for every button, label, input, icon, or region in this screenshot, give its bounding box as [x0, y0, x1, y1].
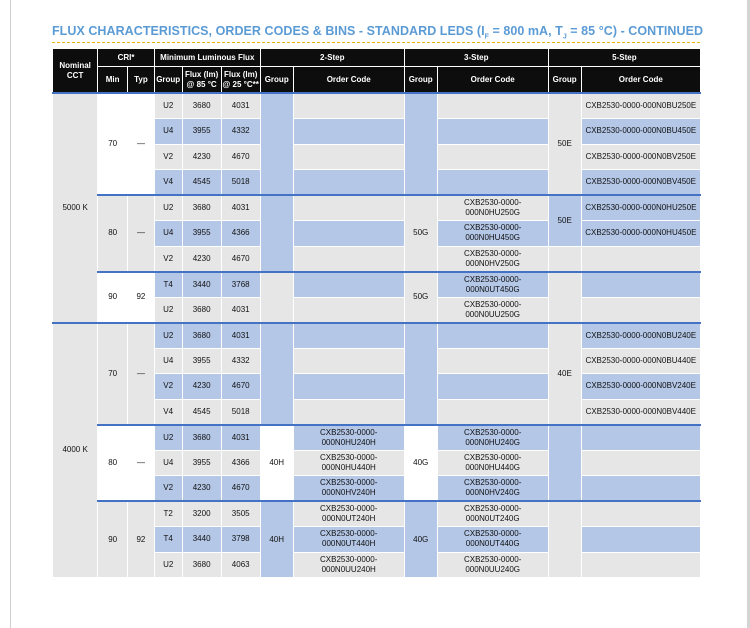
flux25-cell: 4670	[221, 476, 260, 502]
step2-code-cell	[293, 195, 404, 221]
flux85-cell: 3440	[182, 527, 221, 553]
flux25-cell: 3768	[221, 272, 260, 298]
step3-group-cell	[404, 323, 437, 425]
step2-code-cell: CXB2530-0000-000N0HV240H	[293, 476, 404, 502]
step3-code-cell	[437, 119, 548, 145]
step3-code-cell: CXB2530-0000-000N0HV250G	[437, 246, 548, 272]
group-cell: U4	[154, 348, 182, 374]
step2-group-cell	[260, 323, 293, 425]
step3-group-cell: 40G	[404, 501, 437, 578]
step5-code-cell: CXB2530-0000-000N0BV450E	[581, 170, 700, 196]
flux85-cell: 3680	[182, 552, 221, 578]
step5-group-cell	[548, 425, 581, 502]
header-3step-group: Group	[404, 67, 437, 94]
header-typ: Typ	[128, 67, 155, 94]
cri-min-cell: 90	[98, 501, 128, 578]
step3-code-cell	[437, 170, 548, 196]
cri-typ-cell: —	[128, 195, 155, 272]
step2-code-cell	[293, 221, 404, 247]
step3-code-cell	[437, 348, 548, 374]
header-5step-group: Group	[548, 67, 581, 94]
step5-code-cell: CXB2530-0000-000N0BV440E	[581, 399, 700, 425]
cct-cell: 4000 K	[53, 323, 98, 578]
flux25-cell: 4063	[221, 552, 260, 578]
step3-code-cell: CXB2530-0000-000N0UU240G	[437, 552, 548, 578]
cri-typ-cell: 92	[128, 272, 155, 323]
step3-group-cell: 50G	[404, 195, 437, 272]
group-cell: V4	[154, 170, 182, 196]
flux85-cell: 3955	[182, 450, 221, 476]
flux25-cell: 4031	[221, 93, 260, 119]
step3-group-cell: 40G	[404, 425, 437, 502]
cri-min-cell: 70	[98, 323, 128, 425]
step5-code-cell	[581, 450, 700, 476]
step5-code-cell	[581, 476, 700, 502]
step5-group-cell	[548, 246, 581, 272]
flux85-cell: 3680	[182, 93, 221, 119]
step5-code-cell: CXB2530-0000-000N0BU250E	[581, 93, 700, 119]
cri-typ-cell: —	[128, 93, 155, 195]
header-2step-group: Group	[260, 67, 293, 94]
header-flux-85: Flux (lm) @ 85 °C	[182, 67, 221, 94]
flux85-cell: 3955	[182, 221, 221, 247]
step5-code-cell	[581, 246, 700, 272]
header-2-step: 2-Step	[260, 49, 404, 67]
group-cell: V2	[154, 374, 182, 400]
step3-code-cell: CXB2530-0000-000N0UU250G	[437, 297, 548, 323]
flux85-cell: 3680	[182, 425, 221, 451]
step2-code-cell	[293, 323, 404, 349]
header-5-step: 5-Step	[548, 49, 700, 67]
step5-code-cell	[581, 297, 700, 323]
step2-code-cell	[293, 93, 404, 119]
group-cell: U4	[154, 119, 182, 145]
group-cell: V4	[154, 399, 182, 425]
table-row	[53, 272, 701, 298]
step5-code-cell: CXB2530-0000-000N0BU450E	[581, 119, 700, 145]
table-row	[53, 425, 701, 451]
group-cell: U2	[154, 93, 182, 119]
step2-code-cell	[293, 348, 404, 374]
step3-group-cell: 50G	[404, 272, 437, 323]
group-cell: U2	[154, 297, 182, 323]
step2-code-cell: CXB2530-0000-000N0UU240H	[293, 552, 404, 578]
cct-cell: 5000 K	[53, 93, 98, 323]
group-cell: U2	[154, 323, 182, 349]
header-min: Min	[98, 67, 128, 94]
step3-code-cell	[437, 374, 548, 400]
table-row	[53, 323, 701, 349]
step3-code-cell	[437, 93, 548, 119]
flux85-cell: 4230	[182, 246, 221, 272]
flux85-cell: 4230	[182, 144, 221, 170]
flux25-cell: 4332	[221, 119, 260, 145]
flux85-cell: 3200	[182, 501, 221, 527]
step3-code-cell: CXB2530-0000-000N0UT450G	[437, 272, 548, 298]
group-cell: V2	[154, 246, 182, 272]
flux25-cell: 4332	[221, 348, 260, 374]
step2-group-cell	[260, 272, 293, 323]
flux25-cell: 3505	[221, 501, 260, 527]
step5-code-cell: CXB2530-0000-000N0BV250E	[581, 144, 700, 170]
group-cell: T4	[154, 527, 182, 553]
step2-code-cell	[293, 374, 404, 400]
step5-group-cell: 50E	[548, 93, 581, 195]
header-group: Group	[154, 67, 182, 94]
table-row	[53, 501, 701, 527]
flux85-cell: 3680	[182, 195, 221, 221]
step5-code-cell: CXB2530-0000-000N0BU240E	[581, 323, 700, 349]
cri-typ-cell: 92	[128, 501, 155, 578]
flux25-cell: 5018	[221, 170, 260, 196]
step2-group-cell: 40H	[260, 501, 293, 578]
step5-code-cell	[581, 425, 700, 451]
header-nominal-cct: Nominal CCT	[53, 49, 98, 94]
step3-code-cell: CXB2530-0000-000N0HU450G	[437, 221, 548, 247]
cri-min-cell: 80	[98, 425, 128, 502]
step2-code-cell	[293, 297, 404, 323]
step3-code-cell	[437, 323, 548, 349]
step2-code-cell	[293, 246, 404, 272]
flux85-cell: 4545	[182, 170, 221, 196]
flux25-cell: 4366	[221, 221, 260, 247]
cri-typ-cell: —	[128, 425, 155, 502]
flux85-cell: 3680	[182, 297, 221, 323]
step2-code-cell	[293, 144, 404, 170]
step5-group-cell	[548, 272, 581, 323]
step5-code-cell: CXB2530-0000-000N0HU250E	[581, 195, 700, 221]
step5-group-cell	[548, 501, 581, 578]
header-cri: CRI*	[98, 49, 155, 67]
group-cell: U4	[154, 221, 182, 247]
flux25-cell: 4031	[221, 425, 260, 451]
header-min-luminous-flux: Minimum Luminous Flux	[154, 49, 260, 67]
flux25-cell: 4670	[221, 374, 260, 400]
cri-min-cell: 90	[98, 272, 128, 323]
group-cell: U2	[154, 425, 182, 451]
step2-code-cell	[293, 272, 404, 298]
cri-min-cell: 70	[98, 93, 128, 195]
flux85-cell: 3680	[182, 323, 221, 349]
flux25-cell: 4031	[221, 323, 260, 349]
step5-code-cell	[581, 272, 700, 298]
step3-code-cell: CXB2530-0000-000N0HU440G	[437, 450, 548, 476]
header-5step-order-code: Order Code	[581, 67, 700, 94]
cri-min-cell: 80	[98, 195, 128, 272]
group-cell: T4	[154, 272, 182, 298]
flux25-cell: 4670	[221, 144, 260, 170]
table-row	[53, 195, 701, 221]
flux85-cell: 3955	[182, 119, 221, 145]
step5-code-cell	[581, 501, 700, 527]
group-cell: U4	[154, 450, 182, 476]
step3-group-cell	[404, 93, 437, 195]
step3-code-cell: CXB2530-0000-000N0UT240G	[437, 501, 548, 527]
cri-typ-cell: —	[128, 323, 155, 425]
step2-group-cell: 40H	[260, 425, 293, 502]
step2-code-cell: CXB2530-0000-000N0UT440H	[293, 527, 404, 553]
flux-bins-table	[52, 48, 701, 578]
step3-code-cell: CXB2530-0000-000N0HV240G	[437, 476, 548, 502]
page-left-edge	[10, 0, 11, 628]
step2-code-cell: CXB2530-0000-000N0HU440H	[293, 450, 404, 476]
group-cell: T2	[154, 501, 182, 527]
step3-code-cell: CXB2530-0000-000N0HU240G	[437, 425, 548, 451]
step3-code-cell	[437, 399, 548, 425]
step5-code-cell	[581, 552, 700, 578]
step3-code-cell	[437, 144, 548, 170]
step5-group-cell: 40E	[548, 323, 581, 425]
step2-code-cell: CXB2530-0000-000N0HU240H	[293, 425, 404, 451]
step5-code-cell: CXB2530-0000-000N0BU440E	[581, 348, 700, 374]
header-3-step: 3-Step	[404, 49, 548, 67]
step2-code-cell: CXB2530-0000-000N0UT240H	[293, 501, 404, 527]
step2-code-cell	[293, 399, 404, 425]
flux85-cell: 3955	[182, 348, 221, 374]
flux25-cell: 4366	[221, 450, 260, 476]
flux25-cell: 4031	[221, 297, 260, 323]
flux85-cell: 4230	[182, 374, 221, 400]
header-flux-25: Flux (lm) @ 25 °C**	[221, 67, 260, 94]
flux25-cell: 5018	[221, 399, 260, 425]
step5-code-cell	[581, 527, 700, 553]
flux85-cell: 3440	[182, 272, 221, 298]
header-2step-order-code: Order Code	[293, 67, 404, 94]
flux25-cell: 4670	[221, 246, 260, 272]
title-divider	[52, 42, 700, 43]
flux25-cell: 4031	[221, 195, 260, 221]
step3-code-cell: CXB2530-0000-000N0UT440G	[437, 527, 548, 553]
group-cell: V2	[154, 144, 182, 170]
step5-code-cell: CXB2530-0000-000N0BV240E	[581, 374, 700, 400]
group-cell: U2	[154, 195, 182, 221]
step5-code-cell: CXB2530-0000-000N0HU450E	[581, 221, 700, 247]
header-3step-order-code: Order Code	[437, 67, 548, 94]
flux25-cell: 3798	[221, 527, 260, 553]
step5-group-cell: 50E	[548, 195, 581, 246]
group-cell: V2	[154, 476, 182, 502]
group-cell: U2	[154, 552, 182, 578]
flux85-cell: 4545	[182, 399, 221, 425]
step3-code-cell: CXB2530-0000-000N0HU250G	[437, 195, 548, 221]
step2-group-cell	[260, 93, 293, 195]
flux85-cell: 4230	[182, 476, 221, 502]
table-row	[53, 93, 701, 119]
step2-group-cell	[260, 195, 293, 272]
step2-code-cell	[293, 170, 404, 196]
step2-code-cell	[293, 119, 404, 145]
page-title: FLUX CHARACTERISTICS, ORDER CODES & BINS - STANDARD LEDS ($I_F = 800$ mA, $T_J = 85$ °C) - CONTINUED	[52, 24, 704, 41]
